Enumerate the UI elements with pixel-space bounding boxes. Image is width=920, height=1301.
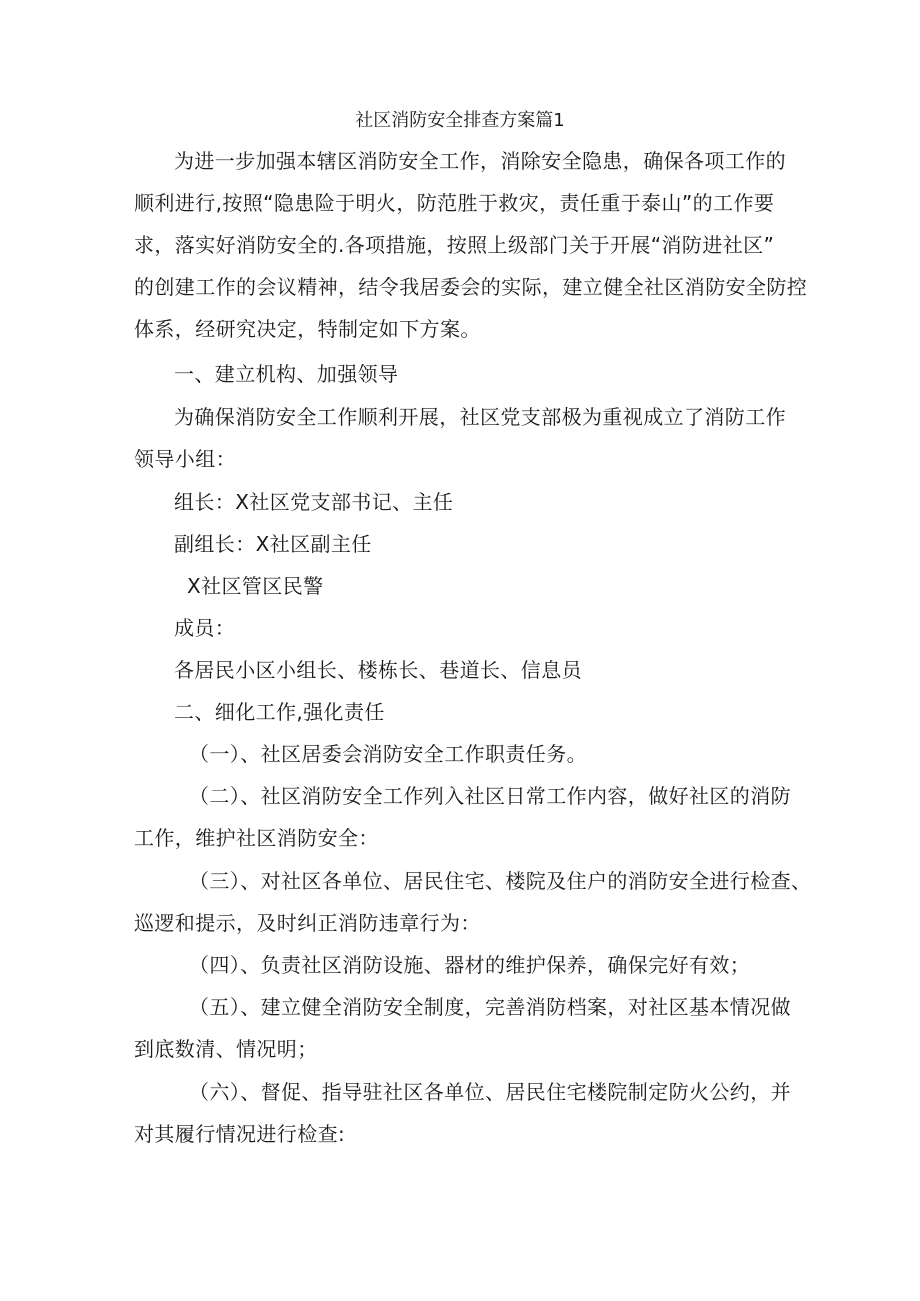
- members-label: 成员：: [174, 616, 236, 640]
- list-item: （一）、社区居委会消防安全工作职责任务。: [189, 742, 587, 766]
- paragraph-line: 的创建工作的会议精神，结令我居委会的实际，建立健全社区消防安全防控: [134, 275, 808, 299]
- list-item-continuation: 到底数清、情况明；: [134, 1037, 318, 1061]
- paragraph-line: 领导小组：: [134, 447, 236, 471]
- deputy-leader-line: 副组长：X社区副主任: [174, 532, 372, 556]
- document-title: 社区消防安全排查方案篇1: [355, 110, 565, 131]
- list-item-continuation: 对其履行情况进行检查:: [134, 1122, 346, 1146]
- paragraph-line: 体系，经研究决定，特制定如下方案。: [134, 317, 481, 341]
- paragraph-line: 求，落实好消防安全的.各项措施，按照上级部门关于开展“消防进社区”: [134, 233, 775, 257]
- paragraph-line: 为进一步加强本辖区消防安全工作，消除安全隐患，确保各项工作的: [174, 149, 786, 173]
- list-item: （四）、负责社区消防设施、器材的维护保养，确保完好有效；: [189, 953, 751, 977]
- list-item: （三）、对社区各单位、居民住宅、楼院及住户的消防安全进行检查、: [189, 869, 812, 893]
- list-item: （六）、督促、指导驻社区各单位、居民住宅楼院制定防火公约，并: [189, 1080, 791, 1104]
- group-leader-line: 组长：X社区党支部书记、主任: [174, 490, 454, 514]
- section-heading: 一、建立机构、加强领导: [174, 362, 399, 386]
- section-heading: 二、细化工作,强化责任: [174, 700, 385, 724]
- paragraph-line: 顺利进行,按照“隐患险于明火，防范胜于救灾，责任重于泰山”的工作要: [134, 191, 775, 215]
- list-item-continuation: 工作，维护社区消防安全：: [134, 826, 379, 850]
- list-item: （五）、建立健全消防安全制度，完善消防档案，对社区基本情况做: [189, 995, 791, 1019]
- list-item: （二）、社区消防安全工作列入社区日常工作内容，做好社区的消防: [189, 784, 791, 808]
- paragraph-line: 为确保消防安全工作顺利开展，社区党支部极为重视成立了消防工作: [174, 405, 786, 429]
- members-line: 各居民小区小组长、楼栋长、巷道长、信息员: [174, 658, 582, 682]
- deputy-leader-line-2: X社区管区民警: [187, 574, 324, 598]
- list-item-continuation: 巡逻和提示，及时纠正消防违章行为：: [134, 911, 481, 935]
